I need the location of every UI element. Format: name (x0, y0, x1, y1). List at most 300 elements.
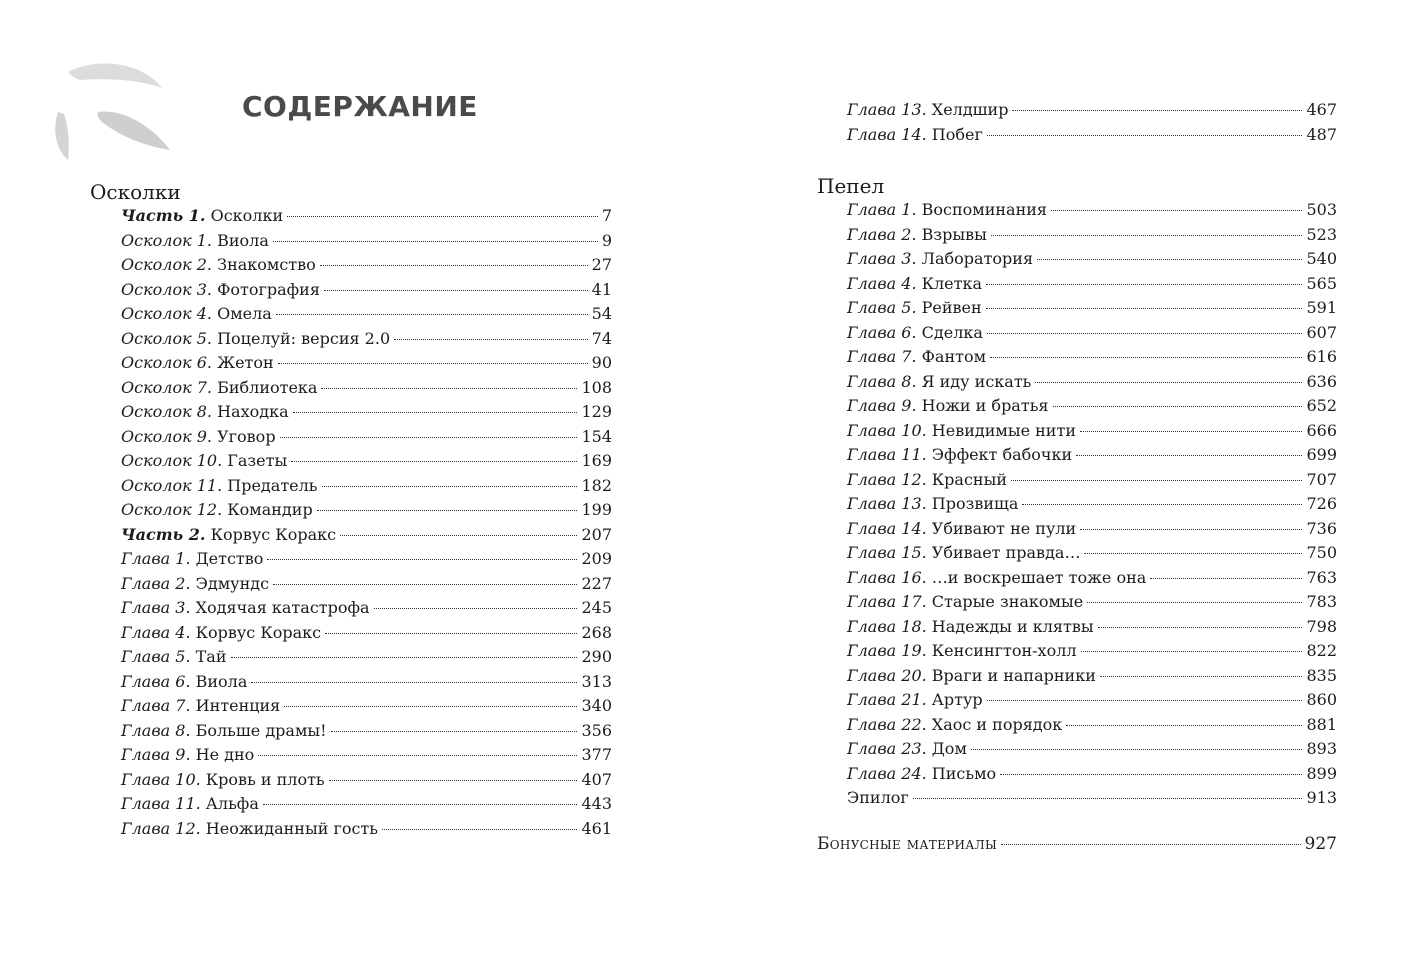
leader-dots (331, 731, 578, 732)
entry-prefix: Глава 8. (847, 371, 917, 391)
toc-entry[interactable] (817, 247, 1337, 272)
entry-prefix: Глава 13. (847, 494, 927, 513)
entry-title: Письмо (931, 763, 997, 783)
toc-entry[interactable] (817, 566, 1337, 591)
entry-title: Побег (931, 124, 983, 144)
page-number: 340 (581, 696, 612, 715)
entry-label (121, 694, 280, 719)
entry-prefix: Осколок 7. (121, 377, 212, 397)
page-number: 199 (581, 500, 612, 519)
entry-title: Кровь и плоть (205, 769, 325, 789)
toc-entry[interactable] (90, 229, 612, 254)
toc-entry[interactable] (817, 296, 1337, 321)
entry-title: Виола (217, 230, 269, 250)
page-number: 652 (1306, 396, 1337, 415)
leader-dots (284, 706, 577, 707)
page-number: 182 (581, 475, 612, 495)
toc-entry[interactable] (817, 98, 1337, 123)
entry-label (847, 762, 996, 787)
leader-dots (987, 135, 1303, 136)
entry-prefix: Глава 12. (121, 818, 201, 838)
page-title: СОДЕРЖАНИЕ (242, 90, 478, 123)
entry-title: Красный (931, 469, 1007, 489)
page-number: 129 (581, 402, 612, 421)
entry-prefix: Глава 11. (121, 794, 201, 813)
leader-dots (322, 486, 578, 487)
toc-entry[interactable] (817, 223, 1337, 248)
entry-prefix: Часть 2. (121, 524, 206, 544)
page-number: 636 (1306, 371, 1337, 391)
toc-entry[interactable] (817, 443, 1337, 468)
leader-dots (1037, 259, 1302, 260)
page-number: 565 (1306, 273, 1337, 293)
entry-label (121, 670, 247, 695)
toc-entry[interactable] (90, 425, 612, 450)
page-number: 54 (591, 304, 612, 323)
page-number: 666 (1306, 420, 1337, 440)
toc-entry[interactable] (817, 688, 1337, 713)
entry-label (847, 345, 986, 370)
page-number: 881 (1306, 714, 1337, 734)
leader-dots (394, 339, 588, 340)
toc-entry[interactable] (817, 737, 1337, 762)
leader-dots (1000, 774, 1302, 775)
page-number: 356 (581, 720, 612, 740)
entry-label (121, 204, 283, 229)
leader-dots (273, 584, 577, 585)
entry-prefix: Глава 14. (847, 518, 927, 538)
entry-label (847, 688, 983, 713)
entry-label (847, 517, 1076, 542)
entry-title: Интенция (195, 696, 281, 715)
page-number: 467 (1306, 100, 1337, 119)
entry-prefix: Глава 9. (121, 745, 191, 764)
leader-dots (1076, 455, 1302, 456)
entry-prefix: Глава 12. (847, 469, 927, 489)
toc-entry[interactable] (817, 713, 1337, 738)
page-number: 377 (581, 745, 612, 764)
page-number: 108 (581, 377, 612, 397)
toc-entry[interactable] (90, 792, 612, 817)
toc-entry[interactable] (817, 762, 1337, 787)
entry-prefix: Глава 15. (847, 543, 927, 562)
entry-title: Невидимые нити (931, 420, 1076, 440)
toc-entry[interactable] (90, 817, 612, 842)
toc-entry[interactable] (817, 664, 1337, 689)
entry-title: Знакомство (217, 255, 316, 274)
entry-label (847, 123, 983, 148)
toc-entry[interactable] (817, 541, 1337, 566)
entry-prefix: Глава 5. (121, 647, 191, 666)
leader-dots (1080, 431, 1302, 432)
entry-label (847, 247, 1033, 272)
page-number: 407 (581, 769, 612, 789)
entry-title: Эпилог (847, 788, 909, 807)
toc-entry[interactable] (90, 302, 612, 327)
page-number: 487 (1306, 124, 1337, 144)
page-number: 860 (1306, 690, 1337, 709)
entry-title: Прозвища (931, 494, 1019, 513)
toc-entry[interactable] (90, 572, 612, 597)
toc-entry[interactable] (817, 492, 1337, 517)
page-number: 616 (1306, 347, 1337, 366)
leader-dots (1084, 553, 1302, 554)
page-number: 169 (581, 451, 612, 470)
toc-list-shards (90, 204, 612, 841)
leader-dots (971, 749, 1303, 750)
entry-label (121, 351, 274, 376)
toc-entry[interactable] (90, 327, 612, 352)
entry-prefix: Глава 13. (847, 100, 927, 119)
page-number: 209 (581, 549, 612, 568)
page-number: 707 (1306, 469, 1337, 489)
page-number: 27 (591, 255, 612, 274)
entry-prefix: Глава 10. (121, 769, 201, 789)
toc-entry[interactable] (817, 786, 1337, 811)
entry-prefix: Глава 5. (847, 298, 917, 317)
entry-label (121, 817, 378, 842)
entry-label (847, 713, 1062, 738)
entry-prefix: Глава 16. (847, 567, 927, 587)
entry-prefix: Глава 8. (121, 720, 191, 740)
entry-prefix: Глава 18. (847, 616, 927, 636)
page-number: 726 (1306, 494, 1337, 513)
entry-label (121, 743, 254, 768)
toc-entry[interactable] (90, 278, 612, 303)
page-number: 461 (581, 818, 612, 838)
entry-title: Неожиданный гость (205, 818, 378, 838)
feathers-decoration-icon (40, 50, 200, 170)
toc-entry[interactable] (90, 498, 612, 523)
page-number: 750 (1306, 543, 1337, 562)
entry-title: Альфа (205, 794, 259, 813)
toc-entry[interactable] (817, 321, 1337, 346)
page-number: 798 (1306, 616, 1337, 636)
entry-title: Надежды и клятвы (931, 616, 1094, 636)
entry-label (847, 590, 1083, 615)
leader-dots (325, 633, 577, 634)
entry-title: Детство (195, 549, 264, 568)
leader-dots (1035, 382, 1302, 383)
entry-title: Артур (931, 690, 983, 709)
entry-title: Газеты (227, 451, 288, 470)
page-number: 699 (1306, 445, 1337, 464)
entry-prefix: Часть 1. (121, 206, 206, 225)
toc-entry[interactable] (90, 474, 612, 499)
leader-dots (986, 308, 1303, 309)
entry-label (121, 596, 370, 621)
entry-title: Находка (217, 402, 289, 421)
toc-entry[interactable] (817, 517, 1337, 542)
entry-label (121, 572, 269, 597)
entry-title: Эдмундс (195, 573, 270, 593)
leader-dots (258, 755, 577, 756)
leader-dots (913, 798, 1303, 799)
page-number: 227 (581, 573, 612, 593)
entry-label (847, 198, 1047, 223)
entry-title: Взрывы (921, 224, 987, 244)
leader-dots (267, 559, 577, 560)
entry-prefix: Глава 1. (121, 549, 191, 568)
page-number: 290 (581, 647, 612, 666)
entry-prefix: Глава 10. (847, 420, 927, 440)
page-number: 7 (601, 206, 612, 225)
entry-label (121, 253, 316, 278)
entry-prefix: Осколок 10. (121, 451, 223, 470)
toc-entry[interactable] (90, 621, 612, 646)
entry-prefix: Осколок 3. (121, 279, 212, 299)
toc-right-column (817, 98, 1337, 857)
leader-dots (320, 265, 588, 266)
entry-label (847, 541, 1080, 566)
entry-label (847, 639, 1077, 664)
leader-dots (1011, 480, 1302, 481)
entry-title: Библиотека (217, 377, 318, 397)
page-number: 927 (1304, 833, 1337, 854)
entry-prefix: Глава 4. (847, 273, 917, 293)
entry-prefix: Глава 14. (847, 124, 927, 144)
entry-label (847, 370, 1031, 395)
entry-prefix: Осколок 11. (121, 475, 223, 495)
entry-label (847, 223, 987, 248)
entry-title: Старые знакомые (931, 592, 1084, 611)
page-number: 736 (1306, 518, 1337, 538)
entry-label (121, 278, 320, 303)
toc-entry[interactable] (817, 615, 1337, 640)
toc-list-ashes (817, 198, 1337, 811)
entry-label (847, 272, 982, 297)
entry-title: Убивают не пули (931, 518, 1077, 538)
leader-dots (231, 657, 578, 658)
entry-title: Я иду искать (921, 371, 1032, 391)
leader-dots (1022, 504, 1302, 505)
toc-list-continued (817, 98, 1337, 147)
toc-entry[interactable] (817, 419, 1337, 444)
toc-entry[interactable] (90, 719, 612, 744)
leader-dots (1051, 210, 1302, 211)
leader-dots (317, 510, 578, 511)
leader-dots (329, 780, 578, 781)
leader-dots (986, 284, 1302, 285)
entry-title: Уговор (217, 426, 276, 446)
toc-entry[interactable] (817, 468, 1337, 493)
entry-label (847, 443, 1072, 468)
page-number: 913 (1306, 788, 1337, 807)
leader-dots (273, 241, 598, 242)
page-number: 154 (581, 426, 612, 446)
entry-label (121, 645, 227, 670)
toc-entry[interactable] (90, 376, 612, 401)
leader-dots (987, 700, 1303, 701)
toc-entry[interactable] (817, 123, 1337, 148)
entry-prefix: Глава 9. (847, 396, 917, 415)
entry-label (847, 492, 1018, 517)
page-number: 313 (581, 671, 612, 691)
entry-prefix: Глава 22. (847, 714, 927, 734)
toc-entry[interactable] (90, 449, 612, 474)
page-number: 268 (581, 622, 612, 642)
entry-prefix: Глава 7. (121, 696, 191, 715)
entry-label (121, 719, 327, 744)
page-number: 245 (581, 598, 612, 617)
entry-prefix: Глава 19. (847, 641, 927, 660)
leader-dots (340, 535, 577, 536)
entry-label (847, 419, 1076, 444)
entry-title: Фантом (921, 347, 987, 366)
entry-label (121, 400, 289, 425)
leader-dots (263, 804, 578, 805)
entry-label (847, 321, 983, 346)
page-number: 443 (581, 794, 612, 813)
page-number: 607 (1306, 322, 1337, 342)
toc-entry[interactable] (90, 645, 612, 670)
entry-title: Воспоминания (921, 200, 1048, 219)
entry-title: Осколки (210, 206, 284, 225)
entry-title: Дом (931, 739, 967, 758)
page-number: 90 (591, 353, 612, 372)
toc-entry[interactable] (817, 590, 1337, 615)
leader-dots (324, 290, 588, 291)
leader-dots (987, 333, 1303, 334)
toc-entry[interactable] (90, 768, 612, 793)
leader-dots (1080, 529, 1302, 530)
toc-entry[interactable] (90, 670, 612, 695)
entry-label (121, 768, 325, 793)
entry-prefix: Глава 23. (847, 739, 927, 758)
bonus-title: Бонусные материалы (817, 833, 998, 854)
entry-title: Лаборатория (921, 249, 1034, 268)
page-number: 9 (601, 230, 612, 250)
page-number: 523 (1306, 224, 1337, 244)
entry-title: Корвус Коракс (195, 622, 322, 642)
entry-title: Не дно (195, 745, 255, 764)
entry-prefix: Осколок 8. (121, 402, 212, 421)
entry-label (847, 615, 1094, 640)
leader-dots (1053, 406, 1303, 407)
toc-entry[interactable] (90, 351, 612, 376)
toc-entry[interactable] (817, 272, 1337, 297)
leader-dots (1081, 651, 1303, 652)
entry-label (847, 98, 1008, 123)
entry-prefix: Глава 17. (847, 592, 927, 611)
toc-entry[interactable] (817, 345, 1337, 370)
page-number: 893 (1306, 739, 1337, 758)
entry-prefix: Глава 3. (121, 598, 191, 617)
entry-prefix: Глава 2. (847, 224, 917, 244)
toc-entry[interactable] (817, 394, 1337, 419)
leader-dots (1012, 110, 1302, 111)
toc-entry[interactable] (90, 694, 612, 719)
entry-prefix: Глава 6. (847, 322, 917, 342)
page-number: 540 (1306, 249, 1337, 268)
entry-prefix: Осколок 1. (121, 230, 212, 250)
toc-left-column (90, 180, 612, 841)
entry-title: Хаос и порядок (931, 714, 1063, 734)
leader-dots (251, 682, 577, 683)
entry-title: Жетон (217, 353, 274, 372)
entry-title: Рейвен (921, 298, 982, 317)
entry-title: Ходячая катастрофа (195, 598, 370, 617)
toc-entry[interactable] (817, 370, 1337, 395)
leader-dots (1066, 725, 1302, 726)
entry-title: Сделка (921, 322, 983, 342)
entry-title: Тай (195, 647, 227, 666)
leader-dots (291, 461, 577, 462)
leader-dots (280, 437, 578, 438)
entry-prefix: Глава 11. (847, 445, 927, 464)
entry-prefix: Осколок 12. (121, 500, 223, 519)
entry-prefix: Глава 21. (847, 690, 927, 709)
leader-dots (1001, 844, 1300, 845)
toc-entry[interactable] (90, 204, 612, 229)
toc-entry[interactable] (90, 400, 612, 425)
entry-prefix: Осколок 2. (121, 255, 212, 274)
entry-prefix: Осколок 4. (121, 304, 212, 323)
page-number: 763 (1306, 567, 1337, 587)
entry-title: Корвус Коракс (210, 524, 337, 544)
page-number: 207 (581, 524, 612, 544)
page-number: 822 (1306, 641, 1337, 660)
toc-entry[interactable] (817, 639, 1337, 664)
entry-label (121, 621, 321, 646)
page-number: 835 (1306, 665, 1337, 685)
toc-entry[interactable] (90, 523, 612, 548)
entry-label (121, 229, 269, 254)
entry-prefix: Глава 7. (847, 347, 917, 366)
entry-title: Виола (195, 671, 248, 691)
entry-label (847, 566, 1146, 591)
entry-label (847, 737, 967, 762)
entry-label (121, 498, 313, 523)
entry-prefix: Осколок 6. (121, 353, 212, 372)
entry-title: Больше драмы! (195, 720, 327, 740)
entry-label (121, 376, 317, 401)
entry-label (121, 792, 259, 817)
entry-label (847, 296, 982, 321)
page-number: 591 (1306, 298, 1337, 317)
entry-title: Предатель (227, 475, 318, 495)
entry-title: Командир (227, 500, 313, 519)
entry-title: Клетка (921, 273, 983, 293)
page-number: 503 (1306, 200, 1337, 219)
entry-prefix: Глава 2. (121, 573, 191, 593)
entry-title: Омела (217, 304, 272, 323)
entry-label (121, 425, 276, 450)
entry-title: Враги и напарники (931, 665, 1096, 685)
entry-title: Поцелуй: версия 2.0 (217, 328, 391, 348)
toc-entry-bonus[interactable] (817, 831, 1337, 857)
leader-dots (1098, 627, 1303, 628)
entry-title: …и воскрешает тоже она (931, 567, 1147, 587)
toc-entry[interactable] (90, 596, 612, 621)
entry-label (121, 302, 272, 327)
toc-entry[interactable] (817, 198, 1337, 223)
entry-prefix: Глава 4. (121, 622, 191, 642)
entry-title: Эффект бабочки (931, 445, 1073, 464)
page-number: 74 (591, 328, 612, 348)
toc-entry[interactable] (90, 253, 612, 278)
leader-dots (1087, 602, 1302, 603)
entry-label (121, 327, 390, 352)
leader-dots (321, 388, 577, 389)
entry-label (121, 449, 287, 474)
entry-prefix: Глава 20. (847, 665, 927, 685)
toc-entry[interactable] (90, 547, 612, 572)
toc-entry[interactable] (90, 743, 612, 768)
page-number: 899 (1306, 763, 1337, 783)
section-heading-ashes: Пепел (817, 174, 885, 198)
leader-dots (1150, 578, 1302, 579)
